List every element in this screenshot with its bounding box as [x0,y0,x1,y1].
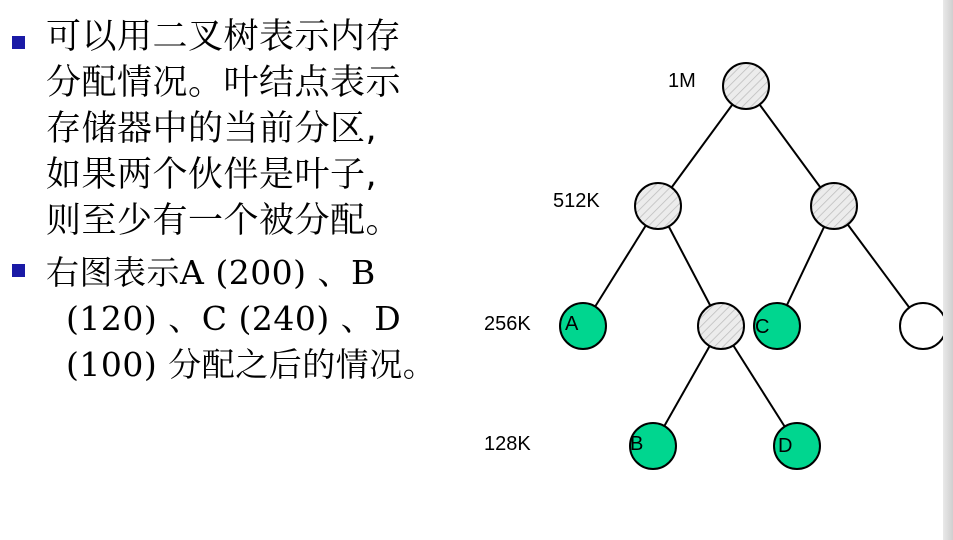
bullet-1-line-5: 则至少有一个被分配。 [46,201,402,241]
node-256k-free [900,303,943,349]
node-512k-left-split [635,183,681,229]
tree-edges [583,86,923,446]
node-256k-split [698,303,744,349]
bullet-1-line-3: 存储器中的当前分区, [46,109,378,149]
level-label-256k: 256K [484,313,531,335]
bullet-1-line-4: 如果两个伙伴是叶子, [46,155,378,195]
tree-nodes [560,63,943,469]
node-512k-right-split [811,183,857,229]
bullet-2-line-3: (100) 分配之后的情况。 [66,345,437,384]
level-label-128k: 128K [484,433,531,455]
node-label-a: A [565,313,579,335]
node-root-split [723,63,769,109]
bullet-2-line-2: (120) 、C (240) 、D [66,299,402,338]
level-label-1m: 1M [668,70,696,92]
node-label-d: D [778,435,793,457]
window-right-edge [943,0,953,540]
node-label-c: C [755,316,770,338]
bullet-2-line-1: 右图表示A (200) 、B [46,253,376,292]
bullet-1-line-1: 可以用二叉树表示内存 [46,17,402,57]
node-label-b: B [630,433,644,455]
level-label-512k: 512K [553,190,600,212]
bullet-1-line-2: 分配情况。叶结点表示 [46,63,402,103]
